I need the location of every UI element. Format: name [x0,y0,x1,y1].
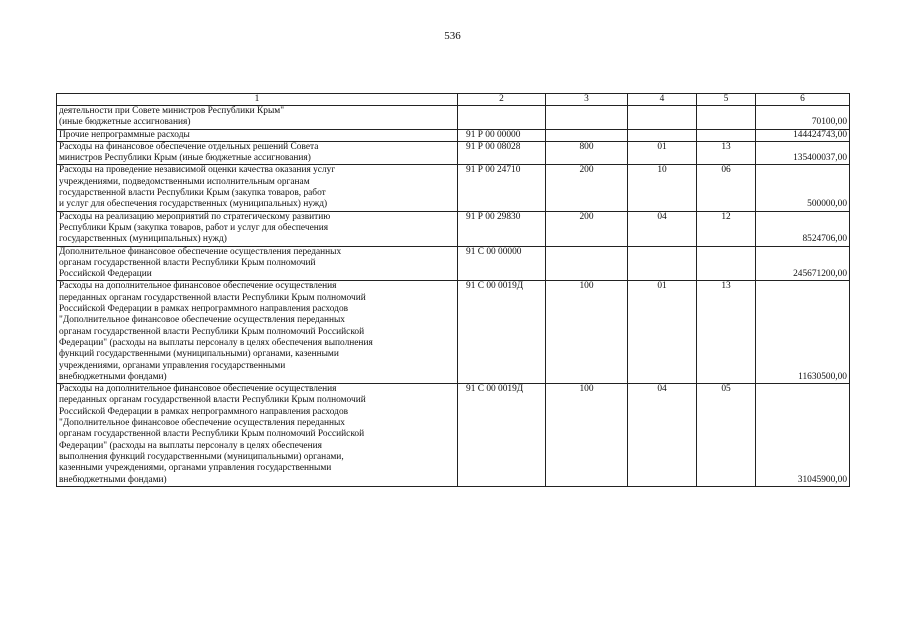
table-row [57,129,850,141]
row-subsection: 05 [697,384,756,487]
table-row [57,384,850,487]
row-description: Расходы на проведение независимой оценки качества оказания услуг учреждениями, подведомственными исполнительным органам государственной власти Республики Крым (закупка товаров, работ и услуг для обеспечения государственных (муниципальных) нужд) [57,165,458,211]
row-section: 01 [628,281,697,384]
row-code: 91 Р 00 00000 [458,129,546,141]
row-description: Расходы на реализацию мероприятий по стратегическому развитию Республики Крым (закупка товаров, работ и услуг для обеспечения государственных (муниципальных) нужд) [57,211,458,246]
row-description: Расходы на дополнительное финансовое обеспечение осуществления переданных органам государственной власти Республики Крым полномочий Российской Федерации в рамках непрограммного направления расходов "Дополнительное финансовое обеспечение осуществления переданных органам государственной власти Республики Крым полномочий Российской Федерации" (расходы на выплаты персоналу в целях обеспечения выполнения функций государственными (муниципальными) органами, казенными учреждениями, органами управления государственными внебюджетными фондами) [57,281,458,384]
row-description: Дополнительное финансовое обеспечение осуществления переданных органам государственной власти Республики Крым полномочий Российской Федерации [57,246,458,281]
column-header: 5 [697,94,756,106]
table-body [57,94,850,487]
row-amount: 144424743,00 [756,129,850,141]
row-amount: 135400037,00 [756,141,850,165]
row-subsection: 06 [697,165,756,211]
row-expense-type [546,106,628,130]
table-row [57,246,850,281]
row-subsection [697,246,756,281]
row-expense-type: 200 [546,211,628,246]
row-section: 04 [628,384,697,487]
row-amount: 70100,00 [756,106,850,130]
row-expense-type: 200 [546,165,628,211]
row-code: 91 Р 00 08028 [458,141,546,165]
row-code: 91 Р 00 29830 [458,211,546,246]
row-section: 10 [628,165,697,211]
row-expense-type [546,129,628,141]
table-row [57,106,850,130]
table-row [57,281,850,384]
table-row [57,141,850,165]
row-section [628,106,697,130]
row-subsection [697,129,756,141]
column-header: 6 [756,94,850,106]
column-header: 1 [57,94,458,106]
row-section: 01 [628,141,697,165]
row-description: деятельности при Совете министров Республики Крым" (иные бюджетные ассигнования) [57,106,458,130]
row-code: 91 С 00 0019Д [458,384,546,487]
row-expense-type: 100 [546,384,628,487]
row-subsection: 13 [697,281,756,384]
budget-table [56,93,850,487]
row-section: 04 [628,211,697,246]
column-header: 2 [458,94,546,106]
column-header: 4 [628,94,697,106]
table-row [57,211,850,246]
row-subsection [697,106,756,130]
row-section [628,129,697,141]
row-amount: 500000,00 [756,165,850,211]
row-subsection: 12 [697,211,756,246]
row-amount: 11630500,00 [756,281,850,384]
row-amount: 8524706,00 [756,211,850,246]
row-expense-type: 100 [546,281,628,384]
row-description: Прочие непрограммные расходы [57,129,458,141]
column-header: 3 [546,94,628,106]
row-code [458,106,546,130]
row-code: 91 Р 00 24710 [458,165,546,211]
row-code: 91 С 00 00000 [458,246,546,281]
row-description: Расходы на финансовое обеспечение отдельных решений Совета министров Республики Крым (иные бюджетные ассигнования) [57,141,458,165]
table-row [57,165,850,211]
row-expense-type [546,246,628,281]
page-number: 536 [444,30,461,42]
column-header-row [57,94,850,106]
row-section [628,246,697,281]
row-expense-type: 800 [546,141,628,165]
row-code: 91 С 00 0019Д [458,281,546,384]
row-amount: 245671200,00 [756,246,850,281]
row-amount: 31045900,00 [756,384,850,487]
row-subsection: 13 [697,141,756,165]
row-description: Расходы на дополнительное финансовое обеспечение осуществления переданных органам государственной власти Республики Крым полномочий Российской Федерации в рамках непрограммного направления расходов "Дополнительное финансовое обеспечение осуществления переданных органам государственной власти Республики Крым полномочий Российской Федерации" (расходы на выплаты персоналу в целях обеспечения выполнения функций государственными (муниципальными) органами, казенными учреждениями, органами управления государственными внебюджетными фондами) [57,384,458,487]
